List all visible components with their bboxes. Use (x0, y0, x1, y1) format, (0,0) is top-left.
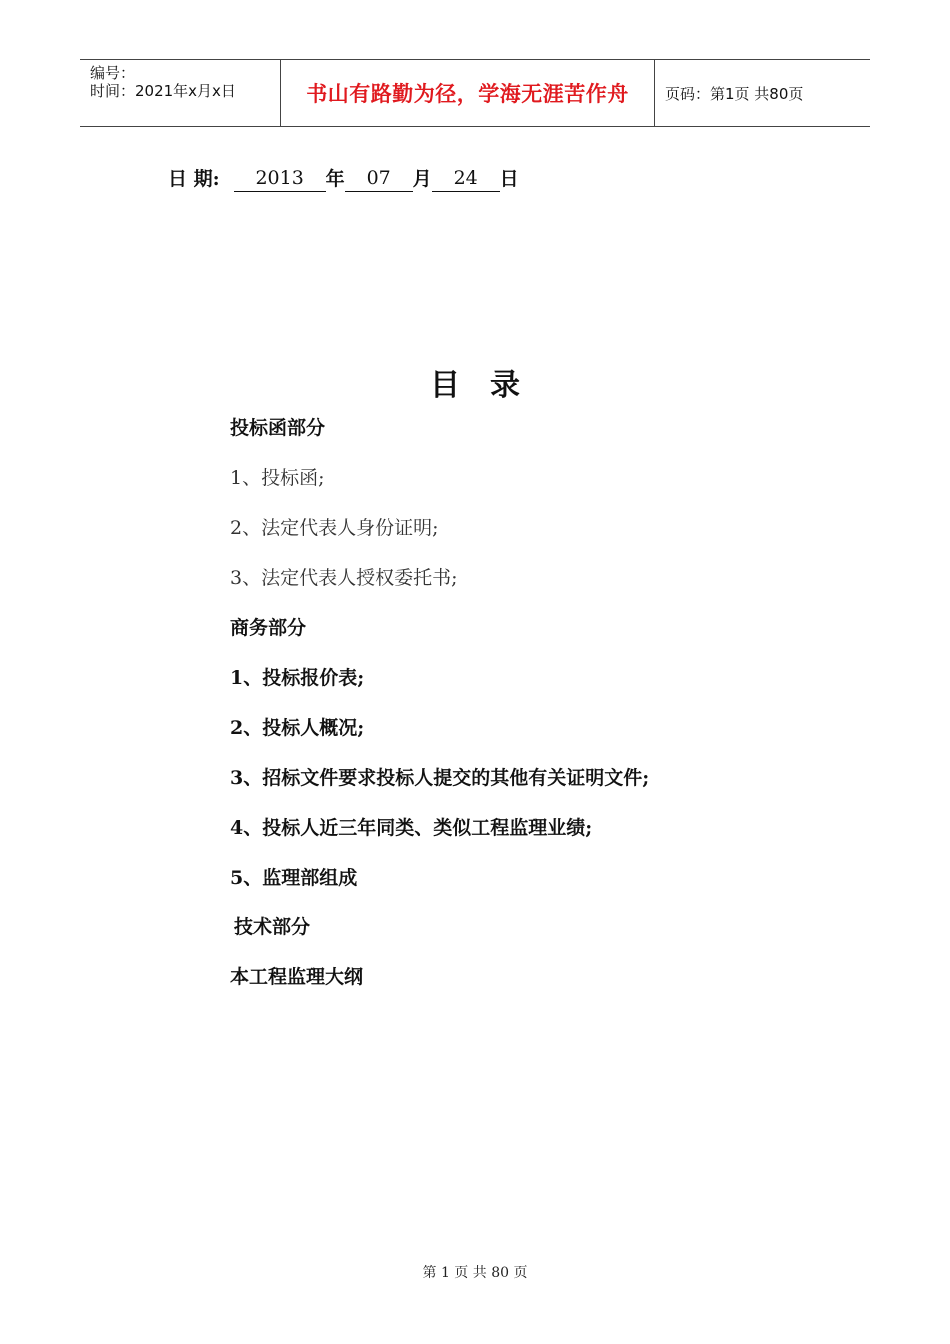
toc-section-technical: 技术部分 (234, 916, 311, 938)
date-month: 07 (345, 165, 413, 192)
date-day: 24 (432, 165, 500, 192)
toc-title: 目录 (430, 368, 550, 403)
toc-item: 3、法定代表人授权委托书; (230, 567, 458, 589)
date-day-unit: 日 (499, 168, 519, 190)
header-motto: 书山有路勤为径，学海无涯苦作舟 (281, 60, 655, 126)
page-footer: 第 1 页 共 80 页 (422, 1265, 528, 1281)
toc-item: 4、投标人近三年同类、类似工程监理业绩; (230, 817, 593, 839)
toc-item: 3、招标文件要求投标人提交的其他有关证明文件; (230, 767, 650, 789)
toc-item: 2、法定代表人身份证明; (230, 517, 439, 539)
date-line (168, 165, 519, 192)
date-month-unit: 月 (412, 168, 432, 190)
date-label: 日 期: (168, 168, 220, 190)
header-meta (80, 60, 281, 126)
toc-item: 2、投标人概况; (230, 717, 365, 739)
toc-item: 本工程监理大纲 (230, 966, 364, 988)
date-year: 2013 (234, 165, 326, 192)
date-year-unit: 年 (325, 168, 345, 190)
toc-item: 1、投标报价表; (230, 667, 365, 689)
time-label: 时间：2021年x月x日 (90, 82, 236, 100)
toc-section-business: 商务部分 (230, 617, 307, 639)
toc-item: 5、监理部组成 (230, 867, 358, 889)
number-label: 编号： (90, 64, 136, 82)
toc-section-bid-letter: 投标函部分 (230, 417, 326, 439)
toc-item: 1、投标函; (230, 467, 325, 489)
page-header (80, 59, 870, 127)
header-page-info: 页码：第1页 共80页 (665, 84, 804, 103)
